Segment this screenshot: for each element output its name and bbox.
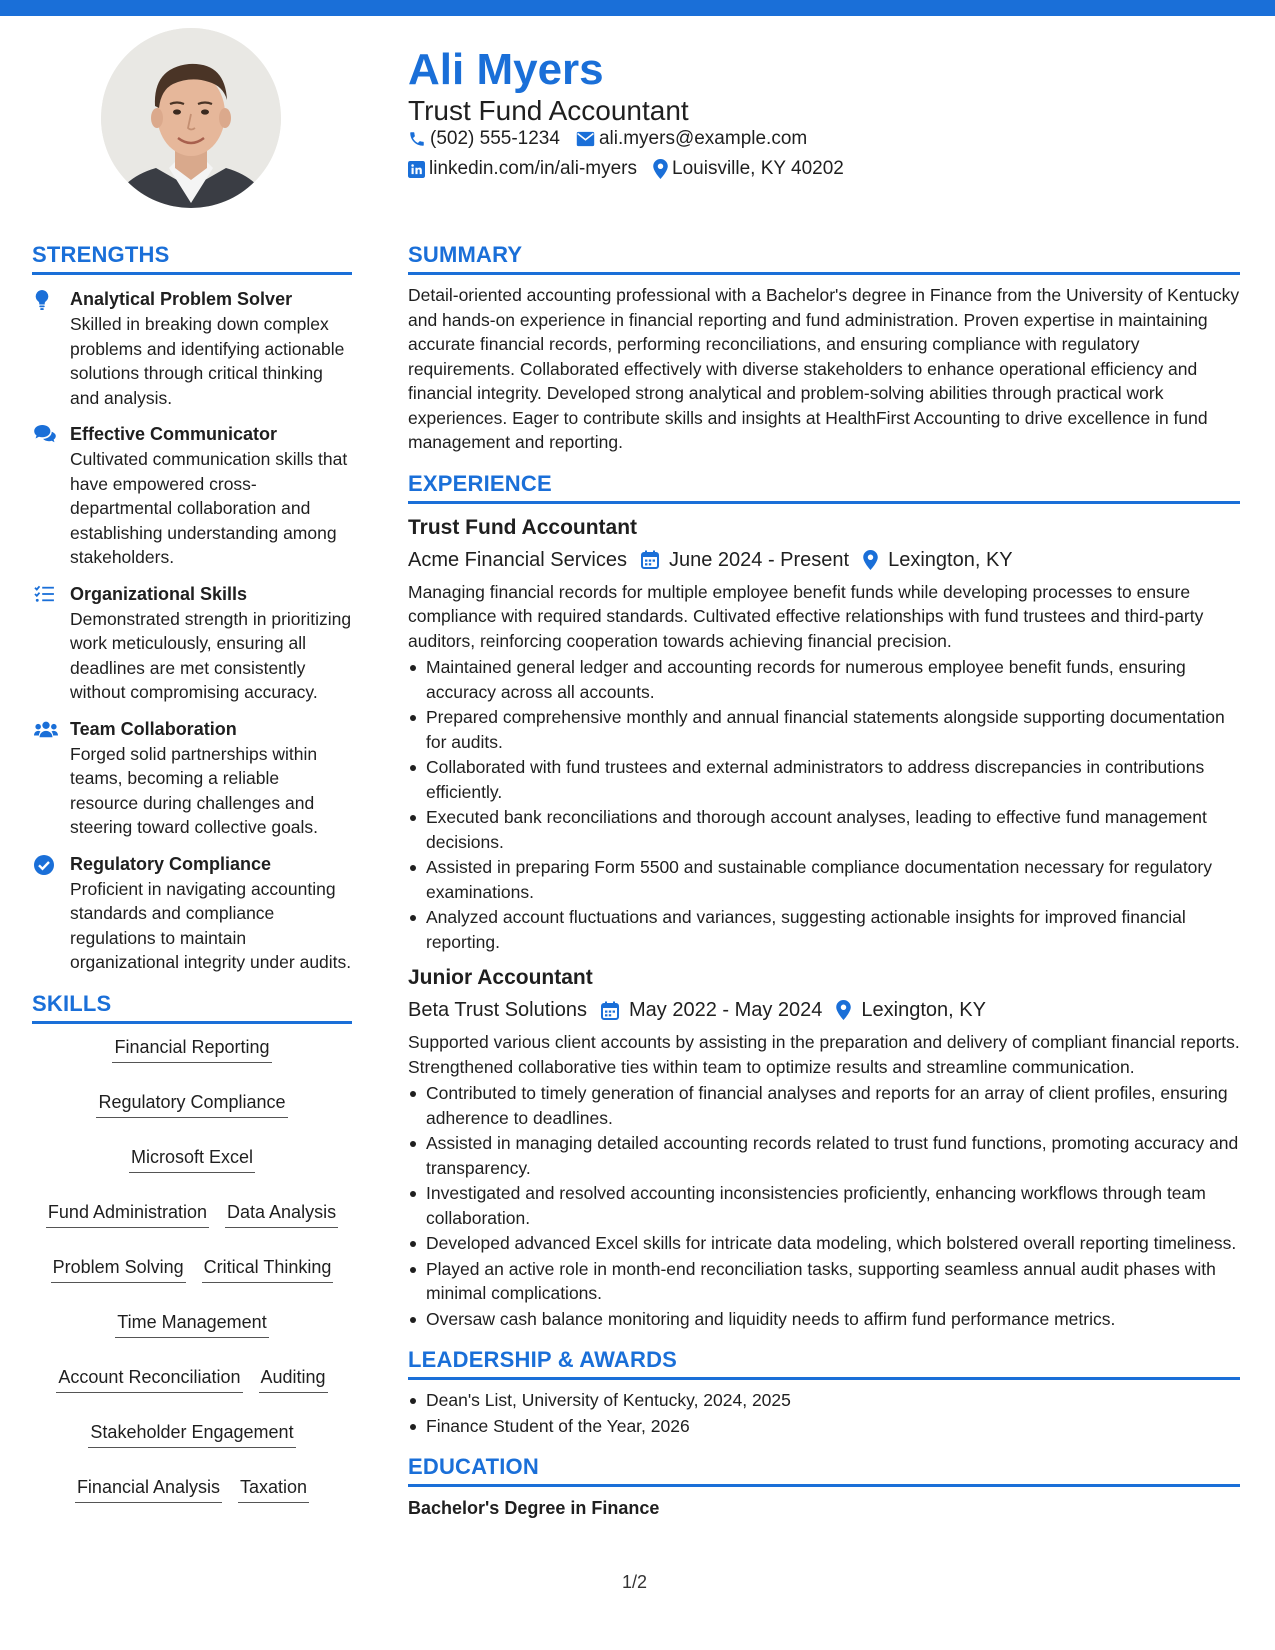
phone-text: (502) 555-1234	[430, 128, 560, 149]
skill-tag: Regulatory Compliance	[96, 1089, 287, 1118]
list-item: Analyzed account fluctuations and variances, suggesting actionable insights for improved financial reporting.	[408, 905, 1240, 954]
job-description: Supported various client accounts by assisting in the preparation and delivery of compliant financial reports. Strengthened collaborative ties within team to optimize results and streamline communication.	[408, 1032, 1240, 1077]
skill-tag: Critical Thinking	[202, 1254, 334, 1283]
page-number: 1/2	[622, 1572, 648, 1592]
skill-tag: Account Reconciliation	[56, 1364, 242, 1393]
list-item: Investigated and resolved accounting inconsistencies proficiently, enhancing workflows through team collaboration.	[408, 1181, 1240, 1230]
job-title: Junior Accountant	[408, 966, 593, 989]
list-item: Finance Student of the Year, 2026	[408, 1414, 1240, 1439]
job-company: Beta Trust Solutions	[408, 999, 587, 1021]
map-pin-icon	[836, 1000, 851, 1020]
strength-description: Cultivated communication skills that have empowered cross-departmental collaboration and establishing understanding among stakeholders.	[70, 449, 348, 567]
skill-tag: Time Management	[115, 1309, 268, 1338]
strength-description: Proficient in navigating accounting standards and compliance regulations to maintain organizational integrity under audits.	[70, 878, 352, 972]
strengths-list	[32, 287, 352, 975]
skill-tag: Financial Reporting	[112, 1034, 271, 1063]
skill-tag: Microsoft Excel	[129, 1144, 255, 1173]
job-dates: June 2024 - Present	[641, 546, 849, 574]
strength-item	[32, 852, 352, 975]
job-dates: May 2022 - May 2024	[601, 996, 822, 1024]
chat-bubbles-icon	[34, 425, 56, 443]
email-text: ali.myers@example.com	[598, 128, 808, 149]
profile-photo	[101, 28, 281, 208]
strength-item	[32, 422, 352, 570]
calendar-icon	[641, 550, 659, 569]
map-pin-icon	[653, 159, 668, 179]
summary-heading: SUMMARY	[408, 240, 1240, 275]
leadership-list	[408, 1388, 1240, 1438]
list-item: Oversaw cash balance monitoring and liquidity needs to affirm fund performance metrics.	[408, 1307, 1240, 1332]
list-item: Executed bank reconciliations and thorough account analyses, leading to effective fund management decisions.	[408, 805, 1240, 854]
email-contact[interactable]	[576, 128, 807, 150]
calendar-icon	[601, 1001, 619, 1020]
candidate-name: Ali Myers	[408, 45, 604, 94]
skill-tag: Data Analysis	[225, 1199, 338, 1228]
strength-heading: Effective Communicator	[70, 424, 278, 444]
job-title: Trust Fund Accountant	[408, 515, 638, 539]
skill-tag: Financial Analysis	[75, 1474, 222, 1503]
skill-tag: Auditing	[259, 1364, 328, 1393]
strength-item	[32, 717, 352, 840]
strength-heading: Analytical Problem Solver	[70, 289, 293, 309]
strength-heading: Team Collaboration	[70, 718, 237, 739]
education-heading: EDUCATION	[408, 1452, 1240, 1487]
skills-list	[32, 1034, 352, 1503]
strength-description: Demonstrated strength in prioritizing work meticulously, ensuring all deadlines are met consistently without compromising accuracy.	[70, 608, 352, 702]
location-text: Louisville, KY 40202	[672, 158, 844, 179]
skill-tag: Stakeholder Engagement	[88, 1419, 295, 1448]
check-circle-icon	[34, 855, 54, 875]
leadership-heading: LEADERSHIP & AWARDS	[408, 1345, 1240, 1380]
strengths-heading: STRENGTHS	[32, 240, 352, 275]
list-item: Assisted in managing detailed accounting records related to trust fund functions, promoting accuracy and transparency.	[408, 1131, 1240, 1180]
job-bullets	[408, 655, 1240, 954]
job-location: Lexington, KY	[836, 996, 986, 1024]
contact-row-2	[408, 157, 860, 181]
list-item: Collaborated with fund trustees and external administrators to address discrepancies in contributions efficiently.	[408, 755, 1240, 804]
job-meta	[408, 546, 1240, 574]
list-item: Played an active role in month-end reconciliation tasks, supporting seamless annual audit phases with minimal complications.	[408, 1257, 1240, 1306]
linkedin-icon	[408, 161, 425, 178]
job-company: Acme Financial Services	[408, 548, 627, 571]
list-item: Contributed to timely generation of financial analyses and reports for an array of client profiles, ensuring adherence to deadlines.	[408, 1081, 1240, 1130]
experience-heading: EXPERIENCE	[408, 469, 1240, 504]
right-column	[408, 240, 1240, 1521]
envelope-icon	[576, 131, 595, 147]
candidate-title: Trust Fund Accountant	[408, 95, 689, 126]
strength-description: Skilled in breaking down complex problems and identifying actionable solutions through critical thinking and analysis.	[70, 314, 345, 408]
contact-row-1	[408, 127, 823, 151]
strength-heading: Regulatory Compliance	[70, 853, 272, 874]
location-contact	[653, 158, 844, 180]
strength-heading: Organizational Skills	[70, 583, 248, 604]
map-pin-icon	[863, 550, 878, 570]
team-icon	[34, 720, 58, 738]
strength-item	[32, 287, 352, 410]
job-entry	[408, 964, 1240, 1331]
top-accent-bar	[0, 0, 1275, 16]
education-degree: Bachelor's Degree in Finance	[408, 1498, 660, 1518]
list-item: Maintained general ledger and accounting records for numerous employee benefit funds, ensuring accuracy across all accounts.	[408, 655, 1240, 704]
list-item: Developed advanced Excel skills for intricate data modeling, which bolstered overall reporting timeliness.	[408, 1231, 1240, 1256]
job-location: Lexington, KY	[863, 546, 1013, 574]
strength-description: Forged solid partnerships within teams, becoming a reliable resource during challenges and steering toward collective goals.	[70, 743, 319, 837]
skills-heading: SKILLS	[32, 989, 352, 1024]
list-item: Assisted in preparing Form 5500 and sustainable compliance documentation necessary for regulatory examinations.	[408, 855, 1240, 904]
checklist-icon	[34, 585, 54, 603]
lightbulb-icon	[34, 290, 50, 310]
phone-contact[interactable]	[408, 128, 560, 150]
linkedin-text: linkedin.com/in/ali-myers	[429, 158, 638, 179]
job-entry	[408, 514, 1240, 955]
strength-item	[32, 582, 352, 705]
left-column	[32, 240, 352, 1503]
skill-tag: Fund Administration	[46, 1199, 209, 1228]
skill-tag: Taxation	[238, 1474, 309, 1503]
linkedin-contact[interactable]	[408, 158, 637, 180]
job-meta	[408, 996, 1240, 1024]
list-item: Prepared comprehensive monthly and annual financial statements alongside supporting documentation for audits.	[408, 705, 1240, 754]
list-item: Dean's List, University of Kentucky, 2024, 2025	[408, 1388, 1240, 1413]
summary-text: Detail-oriented accounting professional with a Bachelor's degree in Finance from the University of Kentucky and hands-on experience in financial reporting and fund administration. Proven expertise in maintaining accurate financial records, performing reconciliations, and ensuring compliance with regulatory requirements. Collaborated effectively with diverse stakeholders to enhance operational efficiency and financial integrity. Developed strong analytical and problem-solving abilities through practical work experiences. Eager to contribute skills and insights at HealthFirst Accounting to drive excellence in fund management and reporting.	[408, 285, 1240, 452]
job-bullets	[408, 1081, 1240, 1331]
skill-tag: Problem Solving	[51, 1254, 186, 1283]
phone-icon	[408, 130, 426, 148]
job-description: Managing financial records for multiple employee benefit funds while developing processes to ensure compliance with required standards. Cultivated effective relationships with fund trustees and third-party auditors, reinforcing cooperation towards achieving financial precision.	[408, 581, 1204, 651]
